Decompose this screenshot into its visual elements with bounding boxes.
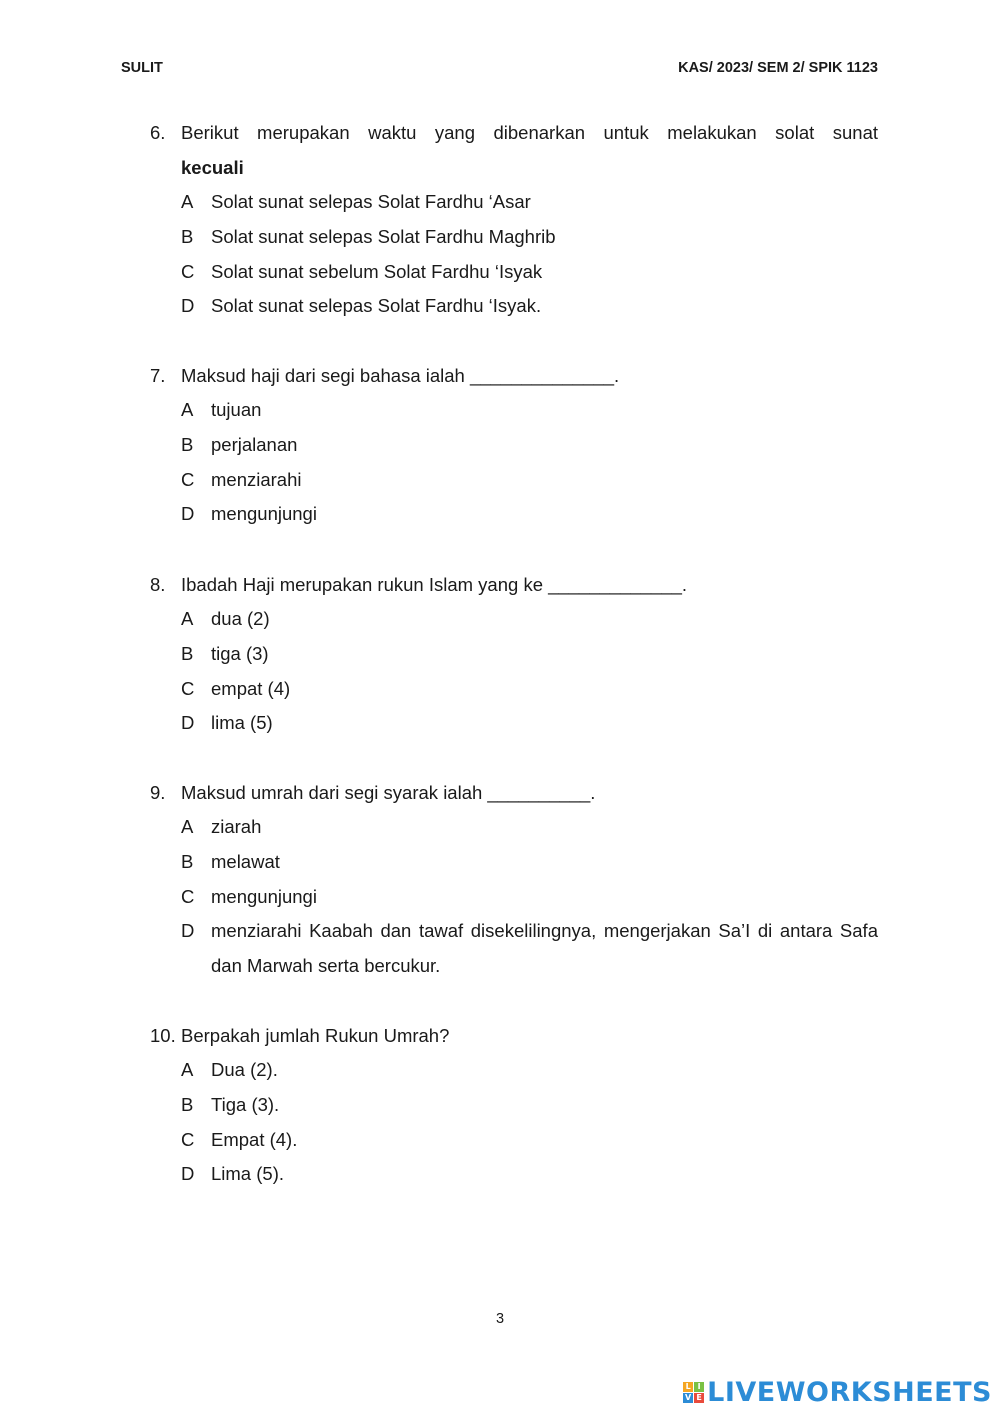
option-letter: D: [181, 920, 195, 942]
option-letter: B: [181, 642, 194, 664]
liveworksheets-logo-icon: [683, 1382, 704, 1403]
option-d[interactable]: [181, 1157, 878, 1192]
option-a[interactable]: [181, 810, 878, 845]
option-letter: A: [181, 608, 194, 629]
option-letter: D: [181, 712, 195, 734]
question-stem: [181, 115, 878, 185]
option-c[interactable]: [181, 463, 878, 498]
question-number: 6.: [150, 122, 166, 143]
option-text: Empat (4).: [211, 1128, 298, 1150]
option-letter: B: [181, 1093, 194, 1115]
option-letter: B: [181, 225, 194, 247]
logo-letter: I: [694, 1382, 704, 1392]
question-9: [150, 775, 878, 984]
option-text: lima (5): [211, 712, 273, 734]
option-list: [150, 185, 878, 324]
option-c[interactable]: [181, 672, 878, 707]
question-number: 10.: [150, 1025, 176, 1046]
option-letter: B: [181, 433, 194, 455]
option-list: [150, 810, 878, 984]
option-text: mengunjungi: [211, 503, 317, 525]
question-stem: Berpakah jumlah Rukun Umrah?: [181, 1025, 450, 1046]
question-8: [150, 567, 878, 741]
logo-letter: L: [683, 1382, 693, 1392]
question-stem-text: Berikut merupakan waktu yang dibenarkan untuk melakukan solat sunat: [181, 122, 878, 143]
liveworksheets-brand[interactable]: [683, 1374, 992, 1410]
option-text: melawat: [211, 850, 280, 872]
option-text: menziarahi Kaabah dan tawaf disekelilingnya, mengerjakan Sa’I di antara Safa dan Marwah serta bercukur.: [211, 920, 878, 977]
option-text: Solat sunat selepas Solat Fardhu ‘Isyak.: [211, 295, 542, 317]
question-stem: Maksud haji dari segi bahasa ialah ______________.: [181, 365, 620, 386]
option-b[interactable]: [181, 845, 878, 880]
option-letter: C: [181, 1128, 195, 1150]
option-c[interactable]: [181, 255, 878, 290]
option-text: Solat sunat selepas Solat Fardhu Maghrib: [211, 225, 556, 247]
option-text: menziarahi: [211, 468, 302, 490]
option-c[interactable]: [181, 1123, 878, 1158]
option-b[interactable]: [181, 220, 878, 255]
option-text: tujuan: [211, 399, 262, 420]
option-text: Dua (2).: [211, 1059, 278, 1080]
option-text: Tiga (3).: [211, 1093, 280, 1115]
option-letter: D: [181, 295, 195, 317]
option-a[interactable]: [181, 602, 878, 637]
logo-letter: V: [685, 1392, 692, 1402]
option-b[interactable]: [181, 428, 878, 463]
option-list: [150, 1053, 878, 1192]
option-d[interactable]: [181, 497, 878, 532]
option-letter: B: [181, 850, 194, 872]
option-letter: A: [181, 399, 194, 420]
option-a[interactable]: [181, 185, 878, 220]
question-6: [150, 115, 878, 324]
option-b[interactable]: [181, 1088, 878, 1123]
option-b[interactable]: [181, 637, 878, 672]
option-letter: C: [181, 677, 195, 699]
option-letter: D: [181, 503, 195, 525]
option-text: mengunjungi: [211, 885, 317, 907]
option-a[interactable]: [181, 393, 878, 428]
option-list: [150, 602, 878, 741]
question-stem: Maksud umrah dari segi syarak ialah __________.: [181, 782, 596, 803]
option-a[interactable]: [181, 1053, 878, 1088]
option-d[interactable]: [181, 706, 878, 741]
option-list: [150, 393, 878, 532]
option-text: dua (2): [211, 608, 270, 629]
header-left-label: SULIT: [121, 60, 163, 76]
option-letter: D: [181, 1163, 195, 1185]
question-stem-emphasis: kecuali: [181, 157, 244, 178]
option-text: ziarah: [211, 816, 262, 837]
logo-letter: E: [694, 1393, 704, 1403]
header-right-code: KAS/ 2023/ SEM 2/ SPIK 1123: [678, 60, 878, 76]
option-letter: C: [181, 468, 195, 490]
option-d[interactable]: [181, 289, 878, 324]
option-text: tiga (3): [211, 642, 269, 664]
question-10: [150, 1018, 878, 1192]
option-letter: A: [181, 1059, 194, 1080]
question-number: 9.: [150, 782, 166, 803]
liveworksheets-wordmark: LIVEWORKSHEETS: [707, 1376, 992, 1408]
question-7: [150, 358, 878, 532]
option-letter: C: [181, 260, 195, 282]
question-stem: Ibadah Haji merupakan rukun Islam yang ke _____________.: [181, 574, 688, 595]
option-letter: A: [181, 816, 194, 837]
question-number: 8.: [150, 574, 166, 595]
option-text: Solat sunat sebelum Solat Fardhu ‘Isyak: [211, 260, 543, 282]
option-letter: C: [181, 885, 195, 907]
option-c[interactable]: [181, 880, 878, 915]
option-text: empat (4): [211, 677, 291, 699]
option-text: Solat sunat selepas Solat Fardhu ‘Asar: [211, 191, 531, 212]
option-letter: A: [181, 191, 194, 212]
option-text: Lima (5).: [211, 1163, 284, 1185]
question-number: 7.: [150, 365, 166, 386]
option-d[interactable]: [181, 914, 878, 984]
page-number: 3: [495, 1311, 505, 1327]
option-text: perjalanan: [211, 433, 298, 455]
